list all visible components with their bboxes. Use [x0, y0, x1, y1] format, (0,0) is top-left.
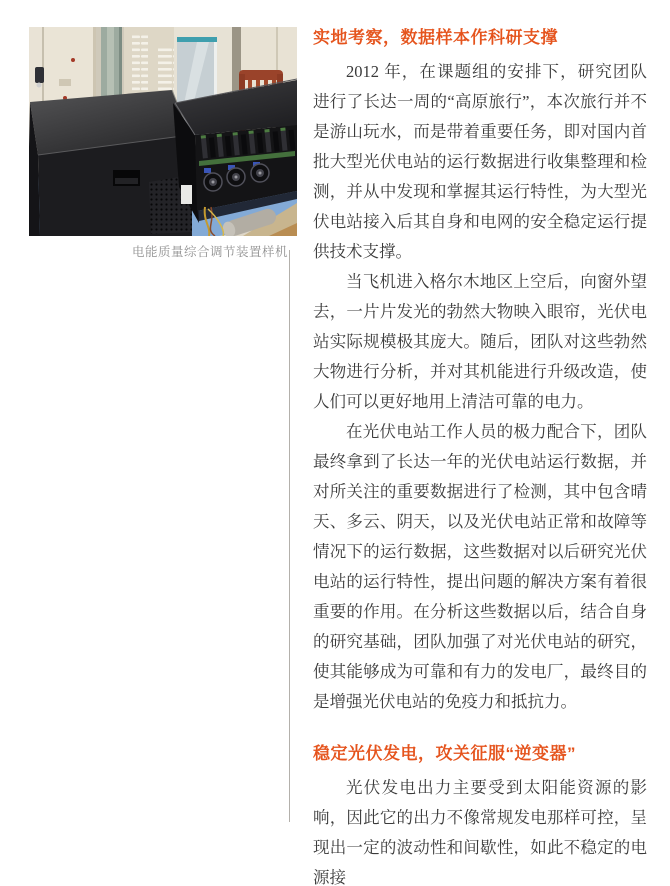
article-column: [313, 27, 647, 886]
equipment-photo: [29, 27, 297, 236]
left-column: [29, 27, 297, 260]
section-heading-fieldwork: 实地考察，数据样本作科研支撑: [313, 28, 558, 47]
paragraph-trip: 2012 年，在课题组的安排下，研究团队进行了长达一周的“高原旅行”，本次旅行并不是游山玩水，而是带着重要任务，即对国内首批大型光伏电站的运行数据进行收集整理和检测，并从中发现和掌握其运行特性，为大型光伏电站接入后其自身和电网的安全稳定运行提供技术支撑。: [313, 62, 647, 261]
paragraph-flight: 当飞机进入格尔木地区上空后，向窗外望去，一片片发光的勃然大物映入眼帘，光伏电站实际规模极其庞大。随后，团队对这些勃然大物进行分析，并对其机能进行升级改造，使人们可以更好地用上清洁可靠的电力。: [313, 272, 647, 411]
paragraph-data: 在光伏电站工作人员的极力配合下，团队最终拿到了长达一年的光伏电站运行数据，并对所关注的重要数据进行了检测，其中包含晴天、多云、阴天，以及光伏电站正常和故障等情况下的运行数据，这些数据对以后研究光伏电站的运行特性，提出问题的解决方案有着很重要的作用。在分析这些数据以后，结合自身的研究基础，团队加强了对光伏电站的研究，使其能够成为可靠和有力的发电厂，最终目的是增强光伏电站的免疫力和抵抗力。: [313, 422, 647, 711]
section-heading-inverter: 稳定光伏发电，攻关征服“逆变器”: [313, 744, 576, 763]
column-divider: [289, 250, 290, 822]
photo-caption: 电能质量综合调节装置样机: [131, 245, 288, 259]
equipment-figure: [29, 27, 297, 260]
paragraph-pv-output: 光伏发电出力主要受到太阳能资源的影响，因此它的出力不像常规发电那样可控，呈现出一定的波动性和间歇性，如此不稳定的电源接: [313, 778, 647, 886]
